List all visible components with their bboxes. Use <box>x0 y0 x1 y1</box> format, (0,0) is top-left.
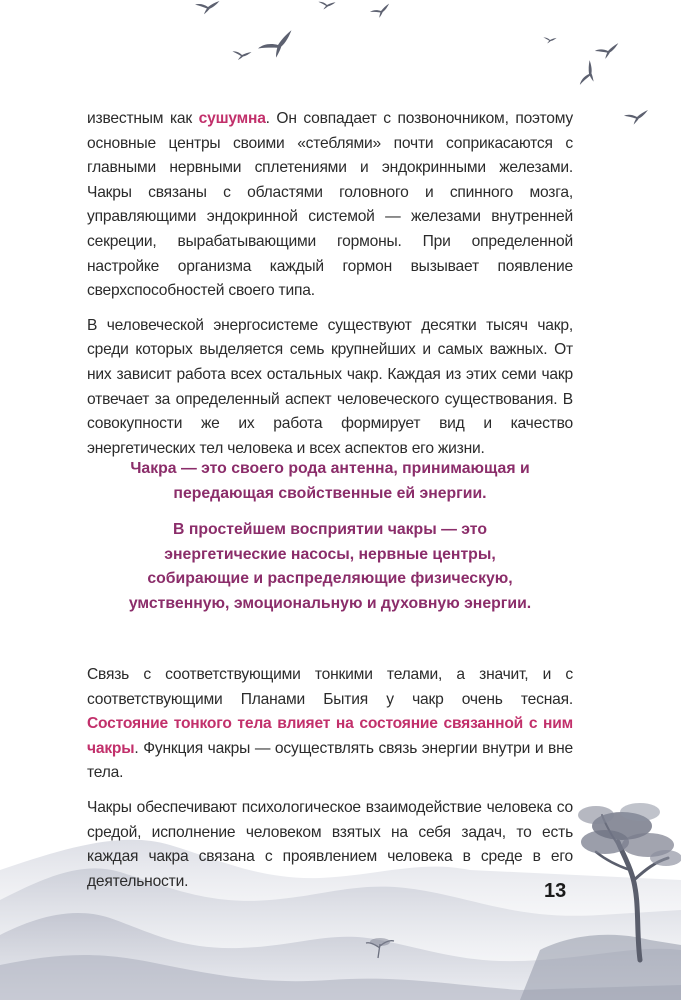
highlight-term: сушумна <box>198 110 266 127</box>
text-run: известным как <box>87 110 199 127</box>
paragraph-3 <box>87 663 573 786</box>
page-number: 13 <box>544 880 567 902</box>
paragraph-4 <box>87 796 573 894</box>
quote-2: В простейшем восприятии чакры — это энергетические насосы, нервные центры, собирающие и распределяющие физическую, умственную, эмоциональную и духовную энергии. <box>128 521 532 612</box>
text-run: . Он совпадает с позвоночником, поэтому основные центры своими «стеблями» почти соприкасаются с главными нервными сплетениями и эндокринными железами. Чакры связаны с областями головного и спинного мозга, управляющими эндокринной системой — железами внутренней секреции, вырабатывающими гормоны. При определенной настройке организма каждый гормон вызывает появление сверхспособностей своего типа. <box>87 110 573 300</box>
highlight-phrase: Состояние тонкого тела влияет на состояние связанной с ним чакры <box>87 715 573 757</box>
body-text-bottom <box>87 663 573 904</box>
text-run: Связь с соответствующими тонкими телами, а значит, и с соответствующими Планами Бытия у чакр очень тесная. <box>87 666 573 708</box>
body-text-top <box>87 107 573 471</box>
paragraph-2 <box>87 314 573 462</box>
text-run: В человеческой энергосистеме существуют десятки тысяч чакр, среди которых выделяется семь крупнейших и самых важных. От них зависит работа всех остальных чакр. Каждая из этих семи чакр отвечает за определенный аспект человеческого существования. В совокупности же их работа формирует вид и качество энергетических тел человека и всех аспектов его жизни. <box>87 316 573 457</box>
quote-1: Чакра — это своего рода антенна, принимающая и передающая свойственные ей энергии. <box>130 460 530 502</box>
pull-quote <box>87 457 573 629</box>
paragraph-1 <box>87 107 573 304</box>
text-run: . Функция чакры — осуществлять связь энергии внутри и вне тела. <box>87 739 573 782</box>
text-run: Чакры обеспечивают психологическое взаимодействие человека со средой, исполнение человеком взятых на себя задач, то есть каждая чакра связана с проявлением человека в среде в его деятельности. <box>87 798 573 890</box>
